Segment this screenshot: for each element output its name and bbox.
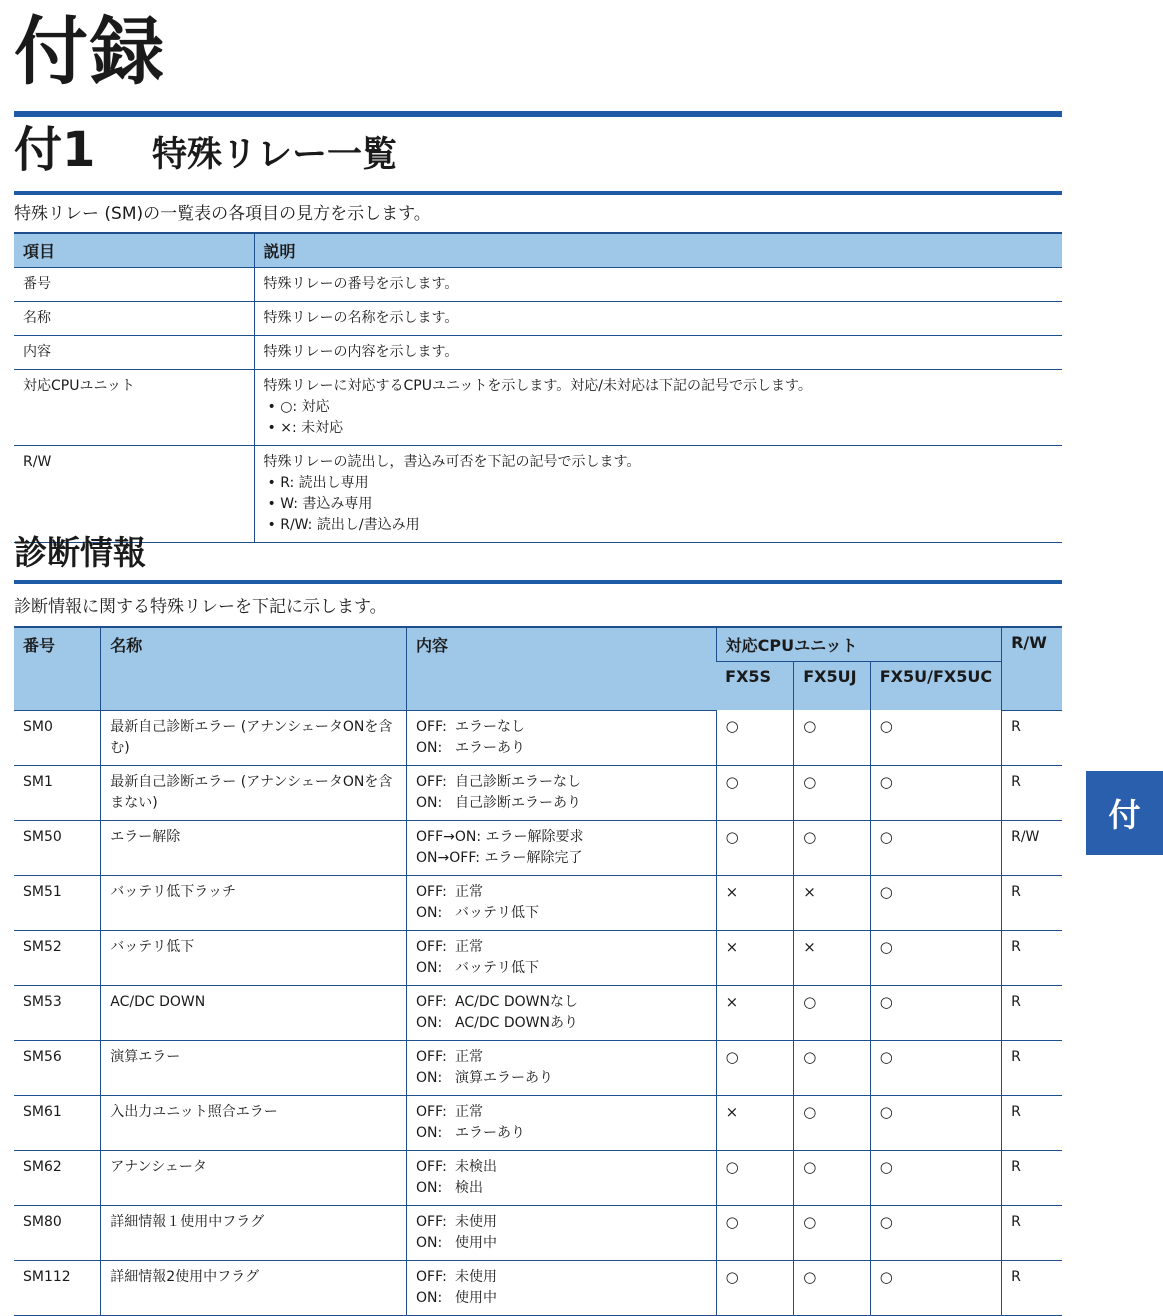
legend-bullet: • R/W: 読出し/書込み用: [264, 515, 1054, 536]
off-label: OFF:: [416, 1158, 447, 1175]
legend-item: R/W: [14, 446, 254, 543]
support-fx5uj: ○: [794, 1095, 871, 1150]
legend-bullets: [264, 473, 1054, 536]
relay-rw: R: [1002, 765, 1062, 820]
legend-bullet: • ○: 対応: [264, 397, 1054, 418]
on-text: 自己診断エラーあり: [455, 794, 582, 811]
off-text: AC/DC DOWNなし: [455, 993, 578, 1010]
legend-header-desc: 説明: [254, 233, 1062, 268]
support-fx5s: ○: [716, 1040, 794, 1095]
relay-rw: R: [1002, 930, 1062, 985]
section-title: 特殊リレー一覧: [152, 135, 398, 175]
header-number: 番号: [14, 627, 101, 710]
on-label: ON:: [416, 1234, 443, 1251]
legend-row: [14, 302, 1062, 336]
relay-name: 詳細情報2使用中フラグ: [101, 1260, 407, 1315]
off-label: OFF:: [416, 1103, 447, 1120]
table-row: [14, 1095, 1062, 1150]
legend-header-row: [14, 233, 1062, 268]
off-label: OFF:: [416, 1268, 447, 1285]
content-off: [416, 937, 707, 958]
table-row: [14, 710, 1062, 765]
off-text: 正常: [455, 1048, 484, 1065]
legend-row: [14, 268, 1062, 302]
relay-content: [407, 930, 717, 985]
legend-bullet: • ×: 未対応: [264, 418, 1054, 439]
relay-name: アナンシェータ: [101, 1150, 407, 1205]
legend-desc: 特殊リレーの名称を示します。: [254, 302, 1062, 336]
relay-number: SM51: [14, 875, 101, 930]
content-on: [416, 1123, 707, 1144]
on-label: ON:: [416, 1069, 443, 1086]
relay-content: [407, 1040, 717, 1095]
relay-content: [407, 875, 717, 930]
relay-number: SM56: [14, 1040, 101, 1095]
legend-row: [14, 370, 1062, 446]
relay-content: [407, 1150, 717, 1205]
support-fx5s: ○: [716, 1150, 794, 1205]
table-row: [14, 930, 1062, 985]
on-text: AC/DC DOWNあり: [455, 1014, 578, 1031]
relay-rw: R/W: [1002, 820, 1062, 875]
off-label: OFF:: [416, 993, 447, 1010]
relay-name: バッテリ低下ラッチ: [101, 875, 407, 930]
legend-item: 対応CPUユニット: [14, 370, 254, 446]
content-on: [416, 1233, 707, 1254]
on-text: 演算エラーあり: [455, 1069, 554, 1086]
on-label: ON:: [416, 904, 443, 921]
relay-rw: R: [1002, 1040, 1062, 1095]
support-fx5uj: ○: [794, 765, 871, 820]
relay-content: [407, 1205, 717, 1260]
content-off: [416, 1047, 707, 1068]
legend-desc-cell: [254, 370, 1062, 446]
off-label: OFF:: [416, 1213, 447, 1230]
relay-number: SM1: [14, 765, 101, 820]
support-fx5u: ○: [870, 1040, 1001, 1095]
relay-content: [407, 765, 717, 820]
relay-rw: R: [1002, 1095, 1062, 1150]
off-text: 正常: [455, 938, 484, 955]
on-text: 使用中: [455, 1289, 498, 1306]
support-fx5u: ○: [870, 1150, 1001, 1205]
support-fx5uj: ○: [794, 1150, 871, 1205]
support-fx5uj: ○: [794, 985, 871, 1040]
content-off: [416, 717, 707, 738]
support-fx5s: ○: [716, 1205, 794, 1260]
table-row: [14, 875, 1062, 930]
content-on: [416, 793, 707, 814]
off-text: 未検出: [455, 1158, 498, 1175]
on-label: ON:: [416, 794, 443, 811]
off-text: 未使用: [455, 1213, 498, 1230]
off-label: OFF:: [416, 773, 447, 790]
header-rw: R/W: [1002, 627, 1062, 710]
relay-rw: R: [1002, 985, 1062, 1040]
content-on: [416, 1013, 707, 1034]
header-fx5s: FX5S: [716, 662, 794, 711]
legend-table: [14, 232, 1062, 543]
header-fx5u: FX5U/FX5UC: [870, 662, 1001, 711]
sm-header-row: [14, 627, 1062, 662]
legend-bullet: • R: 読出し専用: [264, 473, 1054, 494]
on-label: ON:: [416, 1124, 443, 1141]
on-label: ON:: [416, 739, 443, 756]
content-off: [416, 772, 707, 793]
support-fx5u: ○: [870, 930, 1001, 985]
support-fx5s: ×: [716, 1095, 794, 1150]
relay-name: 詳細情報１使用中フラグ: [101, 1205, 407, 1260]
relay-name: 演算エラー: [101, 1040, 407, 1095]
sm-table-body: [14, 710, 1062, 1315]
off-label: OFF:: [416, 718, 447, 735]
support-fx5u: ○: [870, 765, 1001, 820]
relay-name: バッテリ低下: [101, 930, 407, 985]
off-label: OFF:: [416, 1048, 447, 1065]
section-bottom-rule: [14, 191, 1062, 195]
support-fx5u: ○: [870, 820, 1001, 875]
support-fx5uj: ○: [794, 710, 871, 765]
section-number: 付1: [14, 122, 96, 178]
legend-item: 名称: [14, 302, 254, 336]
relay-name: AC/DC DOWN: [101, 985, 407, 1040]
relay-rw: R: [1002, 710, 1062, 765]
relay-name: 最新自己診断エラー (アナンシェータONを含まない): [101, 765, 407, 820]
legend-row: [14, 336, 1062, 370]
support-fx5s: ○: [716, 1260, 794, 1315]
relay-number: SM62: [14, 1150, 101, 1205]
on-text: バッテリ低下: [455, 904, 540, 921]
legend-bullets: [264, 397, 1054, 439]
content-on: [416, 958, 707, 979]
relay-name: 入出力ユニット照合エラー: [101, 1095, 407, 1150]
content-off: [416, 1102, 707, 1123]
content-off: [416, 992, 707, 1013]
relay-number: SM61: [14, 1095, 101, 1150]
table-row: [14, 1040, 1062, 1095]
support-fx5uj: ○: [794, 820, 871, 875]
table-row: [14, 985, 1062, 1040]
content-on: [416, 1288, 707, 1309]
special-relay-table: [14, 626, 1062, 1316]
content-off: [416, 1267, 707, 1288]
support-fx5u: ○: [870, 1095, 1001, 1150]
legend-item: 番号: [14, 268, 254, 302]
on-text: エラーあり: [455, 1124, 526, 1141]
legend-desc: 特殊リレーに対応するCPUユニットを示します。対応/未対応は下記の記号で示します。: [263, 378, 812, 394]
relay-rw: R: [1002, 1150, 1062, 1205]
support-fx5s: ○: [716, 820, 794, 875]
intro-text: 特殊リレー (SM)の一覧表の各項目の見方を示します。: [14, 204, 431, 224]
on-text: エラーあり: [455, 739, 526, 756]
relay-number: SM53: [14, 985, 101, 1040]
support-fx5s: ×: [716, 930, 794, 985]
support-fx5s: ×: [716, 985, 794, 1040]
relay-content: [407, 820, 717, 875]
relay-name: 最新自己診断エラー (アナンシェータONを含む): [101, 710, 407, 765]
off-text: エラーなし: [455, 718, 526, 735]
legend-desc: 特殊リレーの読出し，書込み可否を下記の記号で示します。: [263, 454, 641, 470]
content-on: [416, 738, 707, 759]
relay-content: [407, 1095, 717, 1150]
on-text: 検出: [455, 1179, 484, 1196]
support-fx5u: ○: [870, 875, 1001, 930]
content-off: [416, 1157, 707, 1178]
chapter-title: 付録: [14, 9, 166, 95]
header-fx5uj: FX5UJ: [794, 662, 871, 711]
relay-rw: R: [1002, 1205, 1062, 1260]
off-text: 未使用: [455, 1268, 498, 1285]
appendix-side-tab[interactable]: 付: [1086, 771, 1163, 855]
relay-content: [407, 985, 717, 1040]
support-fx5u: ○: [870, 1260, 1001, 1315]
relay-number: SM50: [14, 820, 101, 875]
relay-rw: R: [1002, 875, 1062, 930]
legend-header-item: 項目: [14, 233, 254, 268]
header-content: 内容: [407, 627, 717, 710]
table-row: [14, 820, 1062, 875]
legend-desc: 特殊リレーの内容を示します。: [254, 336, 1062, 370]
table-row: [14, 1150, 1062, 1205]
content-off: [416, 1212, 707, 1233]
content-on: [416, 1178, 707, 1199]
relay-number: SM112: [14, 1260, 101, 1315]
on-label: ON:: [416, 1179, 443, 1196]
off-label: OFF:: [416, 883, 447, 900]
support-fx5uj: ×: [794, 930, 871, 985]
content-line: ON→OFF: エラー解除完了: [416, 849, 583, 866]
legend-desc-cell: [254, 446, 1062, 543]
relay-content: [407, 710, 717, 765]
off-text: 自己診断エラーなし: [455, 773, 582, 790]
support-fx5uj: ○: [794, 1205, 871, 1260]
content-line: OFF→ON: エラー解除要求: [416, 828, 584, 845]
content-on: [416, 1068, 707, 1089]
legend-desc: 特殊リレーの番号を示します。: [254, 268, 1062, 302]
content-off: [416, 882, 707, 903]
off-text: 正常: [455, 883, 484, 900]
support-fx5u: ○: [870, 985, 1001, 1040]
support-fx5u: ○: [870, 710, 1001, 765]
legend-item: 内容: [14, 336, 254, 370]
support-fx5uj: ×: [794, 875, 871, 930]
on-text: 使用中: [455, 1234, 498, 1251]
table-row: [14, 765, 1062, 820]
on-label: ON:: [416, 959, 443, 976]
subsection-title: 診断情報: [14, 533, 146, 572]
support-fx5s: ○: [716, 710, 794, 765]
support-fx5uj: ○: [794, 1260, 871, 1315]
section-heading: [14, 122, 397, 186]
support-fx5u: ○: [870, 1205, 1001, 1260]
relay-number: SM52: [14, 930, 101, 985]
subsection-intro: 診断情報に関する特殊リレーを下記に示します。: [14, 597, 387, 617]
legend-row: [14, 446, 1062, 543]
relay-number: SM80: [14, 1205, 101, 1260]
relay-content: [407, 1260, 717, 1315]
header-cpu: 対応CPUユニット: [716, 627, 1001, 662]
support-fx5uj: ○: [794, 1040, 871, 1095]
section-top-rule: [14, 111, 1062, 117]
table-row: [14, 1260, 1062, 1315]
relay-number: SM0: [14, 710, 101, 765]
table-row: [14, 1205, 1062, 1260]
support-fx5s: ○: [716, 765, 794, 820]
legend-bullet: • W: 書込み専用: [264, 494, 1054, 515]
off-text: 正常: [455, 1103, 484, 1120]
relay-name: エラー解除: [101, 820, 407, 875]
content-on: [416, 903, 707, 924]
relay-rw: R: [1002, 1260, 1062, 1315]
subsection-rule: [14, 580, 1062, 584]
support-fx5s: ×: [716, 875, 794, 930]
on-label: ON:: [416, 1289, 443, 1306]
on-label: ON:: [416, 1014, 443, 1031]
header-name: 名称: [101, 627, 407, 710]
off-label: OFF:: [416, 938, 447, 955]
on-text: バッテリ低下: [455, 959, 540, 976]
